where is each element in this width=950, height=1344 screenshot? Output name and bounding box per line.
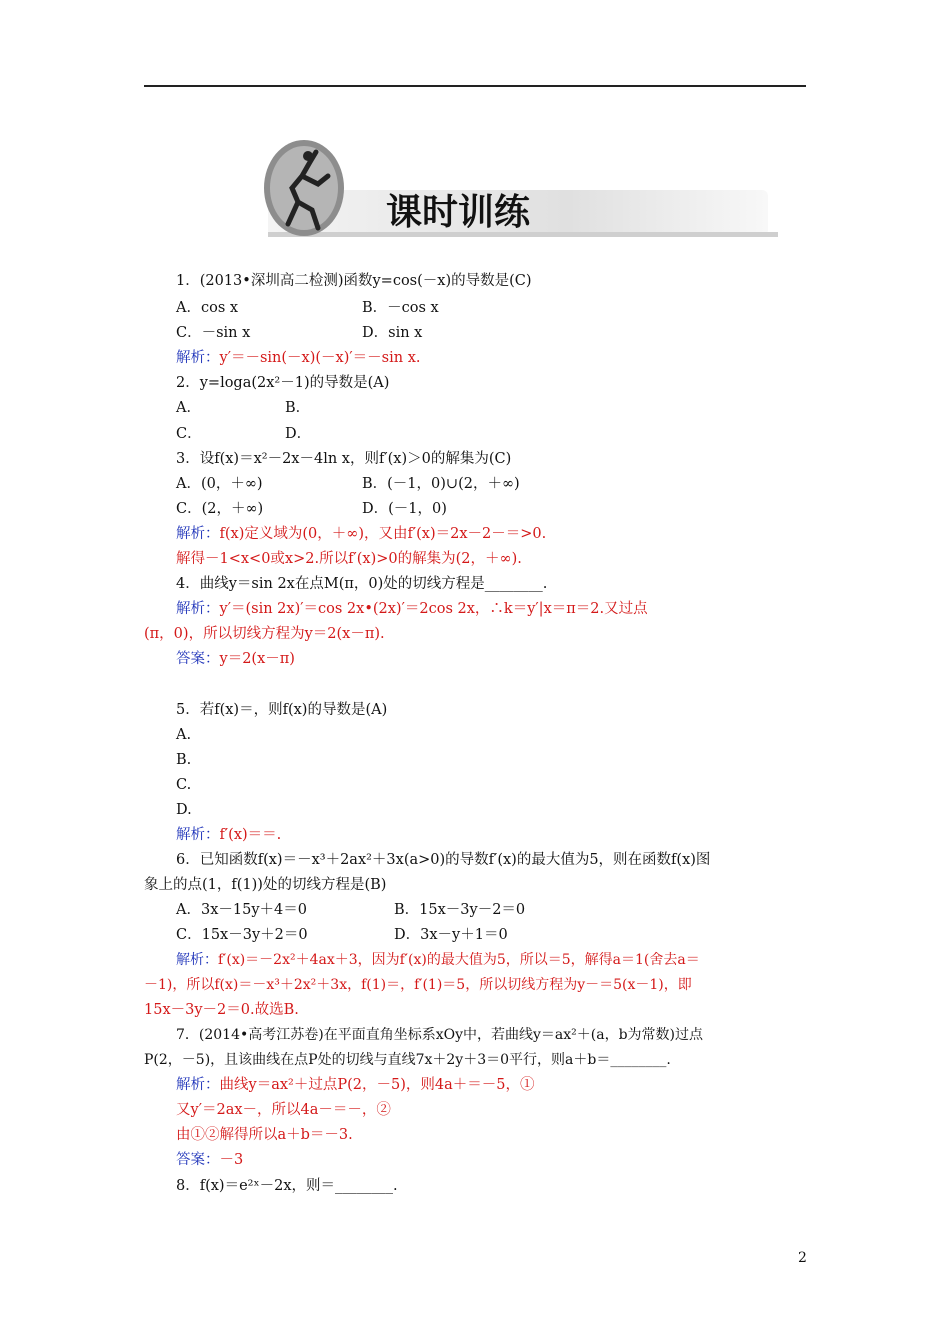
page-number: 2 (798, 1250, 807, 1266)
q1-option-a: A．cos x (176, 300, 239, 316)
q1-solution: 解析：y′＝－sin(－x)(－x)′＝－sin x. (176, 350, 421, 366)
q2-option-a: A． (176, 400, 201, 416)
q7-solution-2: 又y′＝2ax－，所以4a－＝－，② (176, 1102, 391, 1118)
q8-stem: 8．f(x)＝e²ˣ－2x，则＝________. (176, 1178, 398, 1194)
solution-label: 解析： (176, 526, 220, 542)
banner-title: 课时训练 (386, 192, 531, 233)
solution-label: 解析： (176, 827, 220, 843)
q3-option-b: B．(－1，0)∪(2，＋∞) (362, 476, 520, 492)
q1-option-d: D．sin x (362, 325, 423, 341)
q2-option-d: D． (285, 426, 312, 442)
q5-option-b: B. (176, 752, 192, 768)
q2-option-c: C． (176, 426, 202, 442)
solution-label: 答案： (176, 651, 220, 667)
solution-label: 答案： (176, 1152, 220, 1168)
q3-solution-1: 解析：f(x)定义域为(0，＋∞)，又由f′(x)＝2x－2－＝>0. (176, 526, 547, 542)
q2-stem: 2．y=loga(2x²－1)的导数是(A) (176, 375, 390, 391)
q6-solution-1: 解析：f′(x)＝－2x²＋4ax＋3，因为f′(x)的最大值为5，所以＝5，解得a＝1(舍去a＝ (176, 952, 700, 968)
q4-solution-2: (π，0)，所以切线方程为y＝2(x－π). (144, 626, 385, 642)
q5-solution: 解析：f′(x)＝＝. (176, 827, 282, 843)
q6-stem-1: 6．已知函数f(x)＝－x³＋2ax²＋3x(a>0)的导数f′(x)的最大值为5，则在函数f(x)图 (176, 852, 711, 868)
lesson-banner (258, 132, 778, 244)
q6-option-a: A．3x－15y＋4＝0 (176, 902, 307, 918)
header-rule (144, 85, 806, 87)
q6-option-b: B．15x－3y－2＝0 (394, 902, 526, 918)
q6-option-d: D．3x－y＋1＝0 (394, 927, 508, 943)
solution-label: 解析： (176, 952, 218, 968)
q6-solution-2: －1)，所以f(x)＝－x³＋2x²＋3x，f(1)＝，f′(1)＝5，所以切线方程为y－＝5(x－1)，即 (144, 977, 692, 993)
q7-stem-2: P(2，－5)，且该曲线在点P处的切线与直线7x＋2y＋3＝0平行，则a＋b＝________. (144, 1052, 671, 1068)
q5-option-c: C. (176, 777, 192, 793)
q4-solution-1: 解析：y′＝(sin 2x)′＝cos 2x•(2x)′＝2cos 2x，∴k＝y′|x＝π＝2.又过点 (176, 601, 648, 617)
q3-option-c: C．(2，＋∞) (176, 501, 264, 517)
q7-answer: 答案：－3 (176, 1152, 244, 1168)
q6-stem-2: 象上的点(1，f(1))处的切线方程是(B) (144, 877, 387, 893)
q4-answer: 答案：y＝2(x－π) (176, 651, 295, 667)
q6-option-c: C．15x－3y＋2＝0 (176, 927, 308, 943)
solution-label: 解析： (176, 350, 220, 366)
q6-solution-3: 15x－3y－2＝0.故选B. (144, 1002, 299, 1018)
q1-stem: 1．(2013•深圳高二检测)函数y=cos(－x)的导数是(C) (176, 273, 532, 289)
solution-label: 解析： (176, 1077, 220, 1093)
q4-stem: 4．曲线y＝sin 2x在点M(π，0)处的切线方程是________. (176, 576, 548, 592)
solution-label: 解析： (176, 601, 220, 617)
q3-option-a: A．(0，＋∞) (176, 476, 263, 492)
q3-stem: 3．设f(x)＝x²－2x－4ln x，则f′(x)＞0的解集为(C) (176, 451, 512, 467)
q5-option-a: A. (176, 727, 192, 743)
q3-option-d: D．(－1，0) (362, 501, 447, 517)
q7-stem-1: 7．(2014•高考江苏卷)在平面直角坐标系xOy中，若曲线y＝ax²＋(a，b为常数)过点 (176, 1027, 703, 1043)
q3-solution-2: 解得－1<x<0或x>2.所以f′(x)>0的解集为(2，＋∞). (176, 551, 522, 567)
q1-option-c: C．－sin x (176, 325, 251, 341)
q7-solution-3: 由①②解得所以a＋b＝－3. (176, 1127, 353, 1143)
q5-option-d: D. (176, 802, 192, 818)
q5-stem: 5．若f(x)＝，则f(x)的导数是(A) (176, 702, 388, 718)
q1-option-b: B．－cos x (362, 300, 439, 316)
q7-solution-1: 解析：曲线y＝ax²＋过点P(2，－5)，则4a＋＝－5，① (176, 1077, 535, 1093)
q2-option-b: B． (285, 400, 311, 416)
